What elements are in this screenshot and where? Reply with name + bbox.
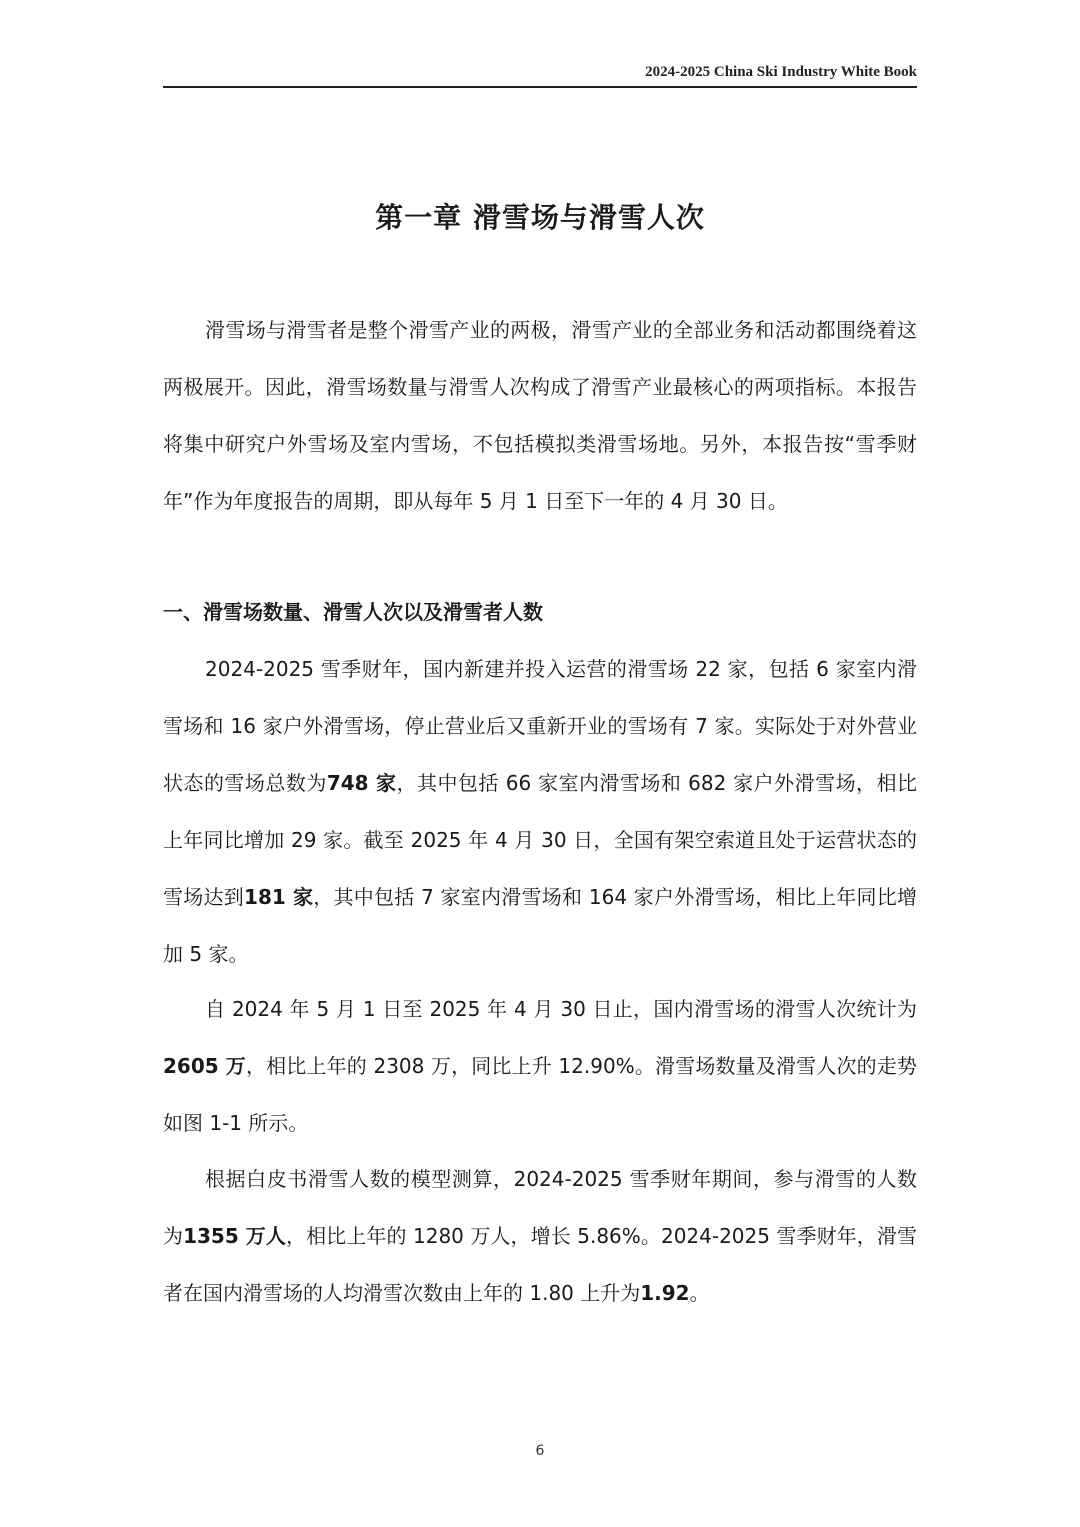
paragraph-text: 自 2024 年 5 月 1 日至 2025 年 4 月 30 日止，国内滑雪场的滑雪人次统计为 (205, 997, 917, 1021)
highlight-ski-visits: 2605 万 (163, 1054, 246, 1078)
highlight-ropeway-resorts: 181 家 (244, 885, 314, 909)
paragraph-text: ，其中包括 66 家室内滑雪场和 682 家户外滑雪场，相比上年同比增加 29 家。截至 2025 年 4 月 30 日，全国有架空索道且处于运营状态的雪场达到 (163, 771, 918, 909)
highlight-skier-count: 1355 万人 (183, 1224, 286, 1248)
paragraph-text: ，其中包括 7 家室内滑雪场和 164 家户外滑雪场，相比上年同比增加 5 家。 (163, 885, 918, 966)
paragraph-ski-resorts (163, 641, 917, 983)
paragraph-text: ，相比上年的 1280 万人，增长 5.86%。2024-2025 雪季财年，滑雪者在国内滑雪场的人均滑雪次数由上年的 1.80 上升为 (163, 1224, 917, 1305)
highlight-avg-visits: 1.92 (640, 1281, 690, 1305)
section-heading: 一、滑雪场数量、滑雪人次以及滑雪者人数 (163, 600, 543, 624)
paragraph-skier-count (163, 1151, 917, 1322)
header-rule (163, 86, 917, 88)
paragraph-text: 2024-2025 雪季财年，国内新建并投入运营的滑雪场 22 家，包括 6 家室内滑雪场和 16 家户外滑雪场，停止营业后又重新开业的雪场有 7 家。实际处于对外营业状态的雪场总数为 (163, 657, 917, 795)
highlight-total-resorts: 748 家 (326, 771, 397, 795)
page-number: 6 (535, 1443, 545, 1459)
running-header: 2024-2025 China Ski Industry White Book (645, 64, 917, 80)
paragraph-text: ，相比上年的 2308 万，同比上升 12.90%。滑雪场数量及滑雪人次的走势如图 1-1 所示。 (163, 1054, 917, 1135)
paragraph-text: 根据白皮书滑雪人数的模型测算，2024-2025 雪季财年期间，参与滑雪的人数为 (163, 1167, 917, 1248)
intro-paragraph: 滑雪场与滑雪者是整个滑雪产业的两极，滑雪产业的全部业务和活动都围绕着这两极展开。因此，滑雪场数量与滑雪人次构成了滑雪产业最核心的两项指标。本报告将集中研究户外雪场及室内雪场，不包括模拟类滑雪场地。另外，本报告按“雪季财年”作为年度报告的周期，即从每年 5 月 1 日至下一年的 4 月 30 日。 (163, 318, 917, 513)
chapter-title: 第一章 滑雪场与滑雪人次 (375, 201, 705, 234)
paragraph-text: 。 (689, 1281, 710, 1305)
paragraph-ski-visits (163, 981, 917, 1152)
